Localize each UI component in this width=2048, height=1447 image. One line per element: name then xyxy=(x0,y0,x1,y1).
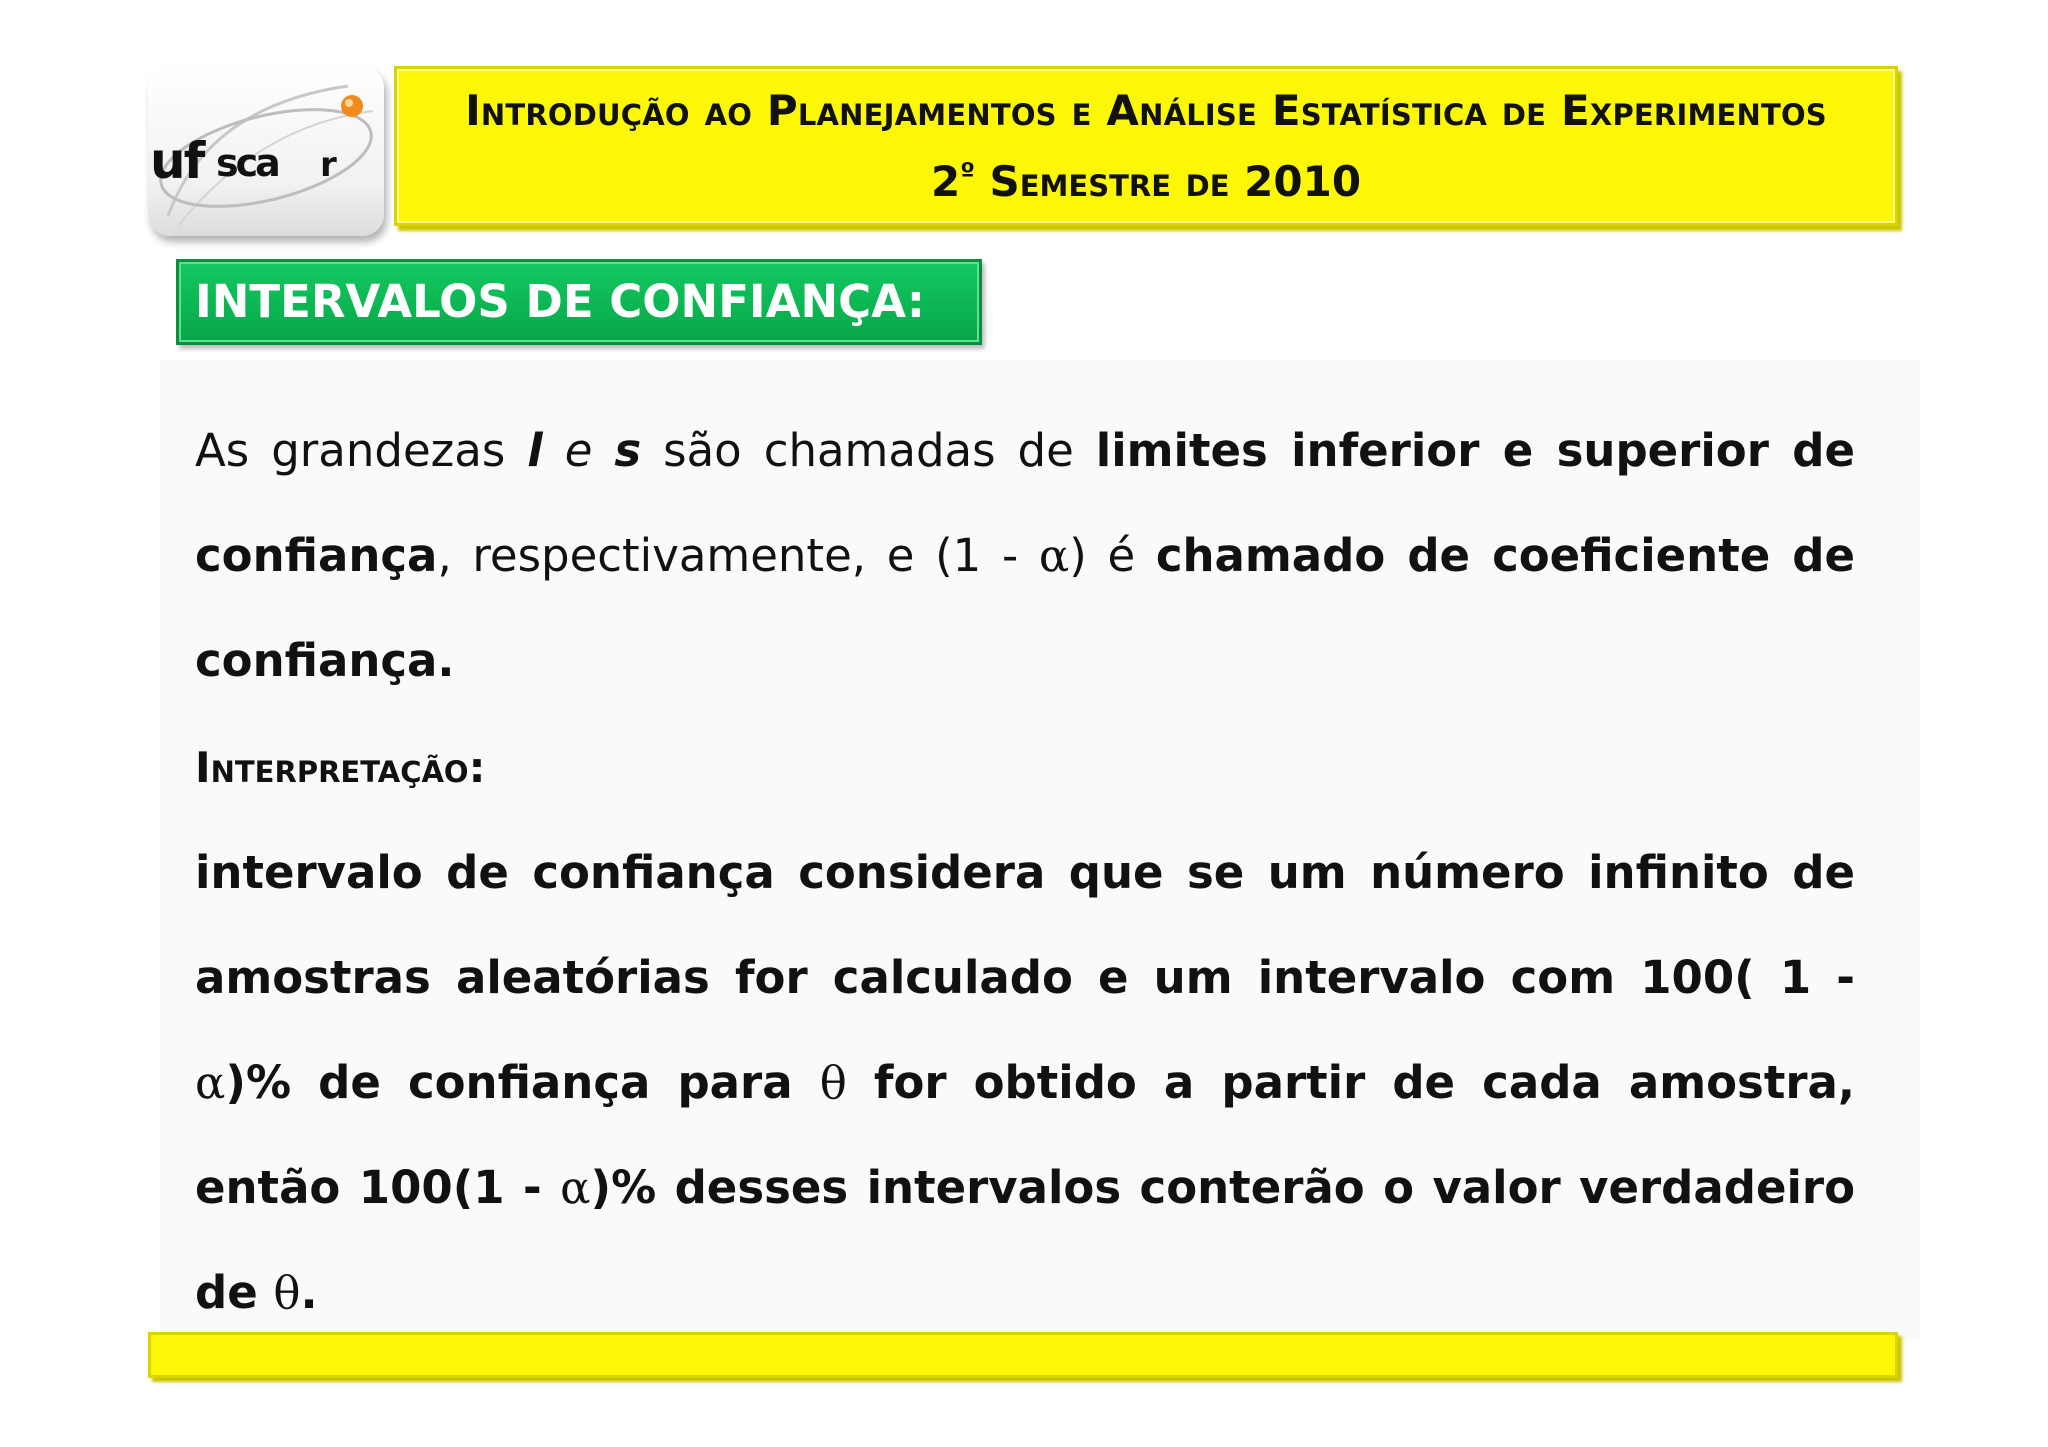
p2-alpha-2: α xyxy=(560,1161,591,1214)
p1-alpha: α xyxy=(1038,529,1070,582)
course-header xyxy=(394,66,1898,226)
footer-bar xyxy=(148,1332,1898,1378)
definition-paragraph xyxy=(195,398,1855,713)
interpretation-paragraph xyxy=(195,820,1855,1345)
ufscar-logo xyxy=(148,66,384,236)
ufscar-logo-graphic xyxy=(148,66,384,236)
p1-text-1: As grandezas xyxy=(195,424,528,477)
p2-text-4: )% desses intervalos conterão o valor verdadeiro de xyxy=(195,1161,1856,1319)
p2-theta-1: θ xyxy=(819,1056,847,1109)
p2-theta-2: θ xyxy=(273,1266,301,1319)
p1-text-2: e xyxy=(542,424,615,477)
p1-symbol-l: l xyxy=(527,424,543,477)
svg-text:sca: sca xyxy=(216,141,278,185)
svg-text:r: r xyxy=(320,145,337,185)
p2-alpha-1: α xyxy=(195,1056,226,1109)
semester-number: 2 xyxy=(930,156,961,206)
p1-bold-coefficient: chamado de coeficiente de confiança. xyxy=(195,529,1855,687)
section-title-banner: INTERVALOS DE CONFIANÇA: xyxy=(176,259,982,345)
p1-text-5: ) é xyxy=(1069,529,1156,582)
p1-symbol-s: s xyxy=(614,424,642,477)
p1-text-3: são chamadas de xyxy=(641,424,1096,477)
p2-text-5: . xyxy=(300,1266,318,1319)
semester-ordinal: º xyxy=(960,157,975,188)
course-title: Introdução ao Planejamentos e Análise Estatística de Experimentos xyxy=(465,85,1827,135)
p1-text-4: , respectivamente, e (1 - xyxy=(437,529,1039,582)
semester-text: Semestre de 2010 xyxy=(974,156,1362,206)
interpretation-heading: Interpretação: xyxy=(195,743,486,792)
svg-text:uf: uf xyxy=(150,132,204,190)
p2-text-1: intervalo de confiança considera que se um número infinito de amostras aleatórias for calculado e um intervalo com 100( 1 - xyxy=(195,846,1855,1004)
p1-bold-limits: limites inferior e superior de confiança xyxy=(195,424,1855,582)
p2-text-3: for obtido a partir de cada amostra, então 100(1 - xyxy=(195,1056,1855,1214)
p2-text-2: )% de confiança para xyxy=(225,1056,820,1109)
semester-line xyxy=(931,142,1361,213)
